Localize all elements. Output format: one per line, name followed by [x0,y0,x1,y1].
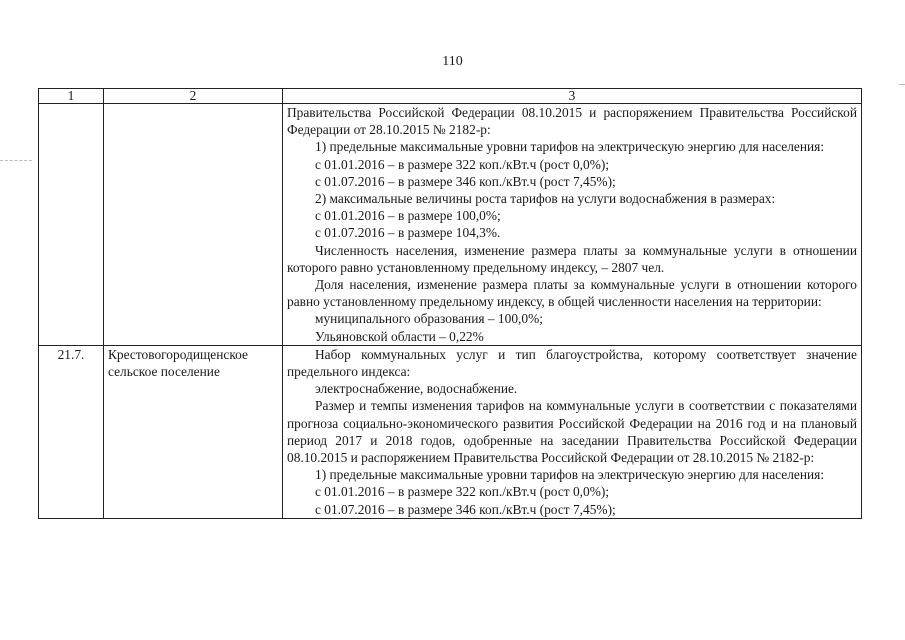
description-paragraph: Ульяновской области – 0,22% [315,328,484,344]
description-paragraph: муниципального образования – 100,0%; [315,311,543,327]
page-number: 110 [442,54,463,69]
description-paragraph: Набор коммунальных услуг и тип благоустройства, которому соответствует значение предельного индекса: [287,346,857,380]
tariff-table [38,88,862,519]
description-paragraph: с 01.07.2016 – в размере 104,3%. [315,225,501,241]
column-header-2: 2 [104,89,283,104]
column-header-1: 1 [39,89,104,104]
description-paragraph: 1) предельные максимальные уровни тарифов на электрическую энергию для населения: [315,139,825,155]
table-row [39,345,862,518]
scan-margin-mark [0,160,32,162]
description-paragraph: Правительства Российской Федерации 08.10.2015 и распоряжением Правительства Российской Федерации от 28.10.2015 № 2182-р: [287,105,857,138]
description-paragraph: Численность населения, изменение размера платы за коммунальные услуги в отношении которого равно установленному предельному индексу, – 2807 чел. [287,242,857,275]
table-row [39,104,862,346]
description-paragraph: с 01.01.2016 – в размере 100,0%; [315,208,501,224]
description-paragraph: с 01.07.2016 – в размере 346 коп./кВт.ч (рост 7,45%); [315,173,616,189]
row-number: 21.7. [39,345,104,518]
description-paragraph: 2) максимальные величины роста тарифов на услуги водоснабжения в размерах: [315,191,776,207]
settlement-name: Крестовогородищенское сельское поселение [104,345,283,518]
description-cell [283,345,862,518]
description-paragraph: Размер и темпы изменения тарифов на коммунальные услуги в соответствии с показателями прогноза социально-экономического развития Российской Федерации на 2016 год и на плановый период 2017 и 2018 годов, одобренные на заседании Правительства Российской Федерации 08.10.2015 и распоряжением Правительства Российской Федерации от 28.10.2015 № 2182-р: [287,398,857,466]
row-number [39,104,104,346]
description-paragraph: Доля населения, изменение размера платы за коммунальные услуги в отношении которого равно установленному предельному индексу, в общей численности населения на территории: [287,277,857,310]
table-header-row [39,89,862,104]
description-paragraph: с 01.01.2016 – в размере 322 коп./кВт.ч (рост 0,0%); [315,484,610,500]
column-header-3: 3 [283,89,862,104]
description-paragraph: 1) предельные максимальные уровни тарифов на электрическую энергию для населения: [315,467,825,483]
description-paragraph: с 01.07.2016 – в размере 346 коп./кВт.ч (рост 7,45%); [315,501,616,517]
scan-margin-mark-right [899,84,905,85]
description-paragraph: с 01.01.2016 – в размере 322 коп./кВт.ч (рост 0,0%); [315,156,610,172]
settlement-name [104,104,283,346]
description-cell [283,104,862,346]
description-paragraph: электроснабжение, водоснабжение. [315,381,518,397]
